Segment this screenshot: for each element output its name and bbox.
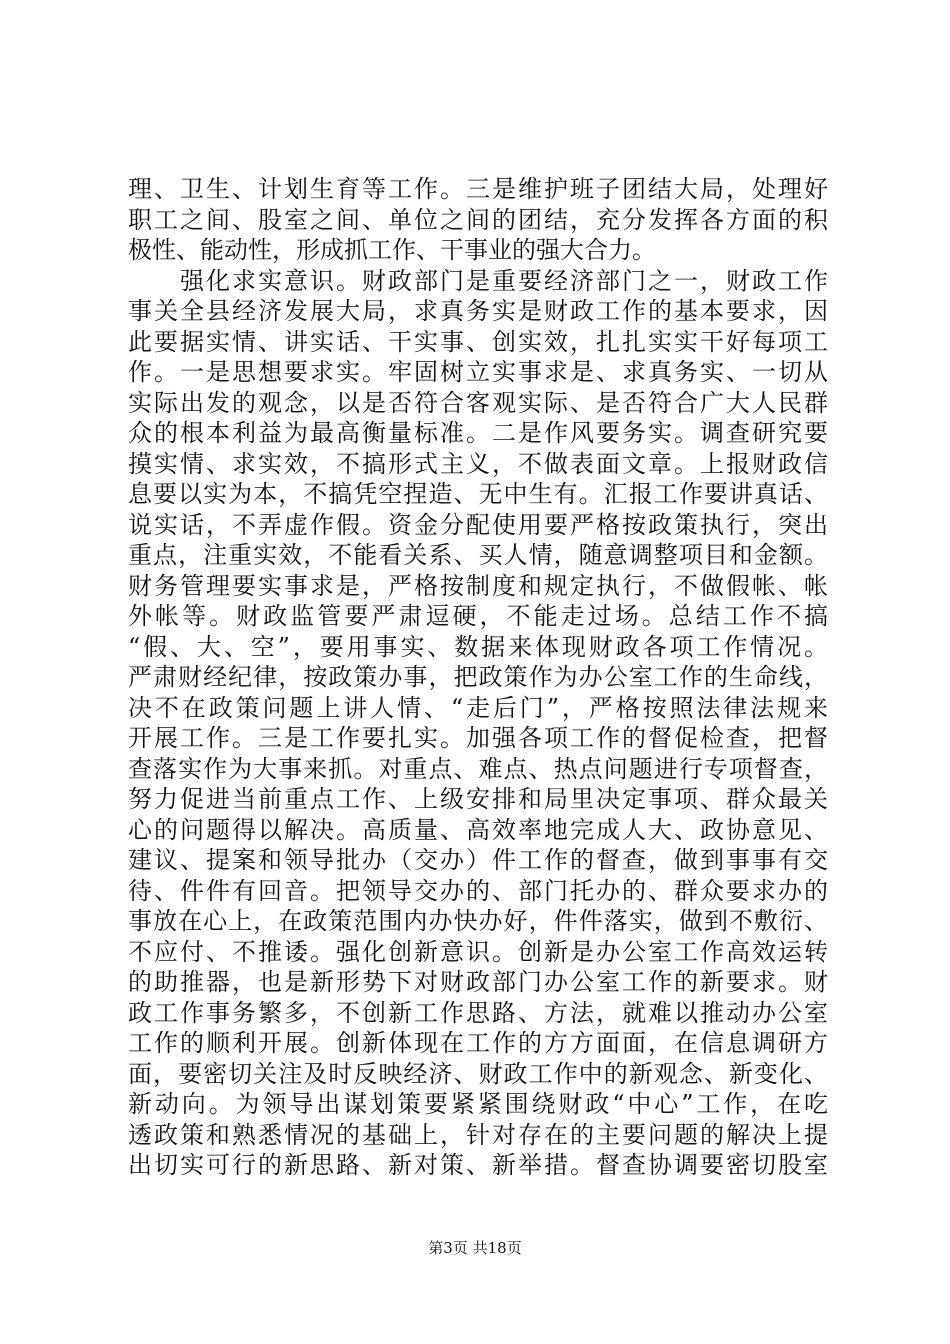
text-line: 外帐等。财政监管要严肃逗硬，不能走过场。总结工作不搞 xyxy=(128,602,828,630)
text-line: 建议、提案和领导批办（交办）件工作的督查，做到事事有交 xyxy=(128,846,828,874)
text-line: 重点，注重实效，不能看关系、买人情，随意调整项目和金额。 xyxy=(128,541,828,569)
text-line: 摸实情、求实效，不搞形式主义，不做表面文章。上报财政信 xyxy=(128,449,828,478)
text-line: 的助推器，也是新形势下对财政部门办公室工作的新要求。财 xyxy=(128,968,828,996)
text-line: 实际出发的观念，以是否符合客观实际、是否符合广大人民群 xyxy=(128,388,828,417)
text-line: 事放在心上，在政策范围内办快办好，件件落实，做到不敷衍、 xyxy=(128,907,828,935)
text-line: 出切实可行的新思路、新对策、新举措。督查协调要密切股室 xyxy=(128,1151,828,1179)
text-line: 严肃财经纪律，按政策办事，把政策作为办公室工作的生命线， xyxy=(128,663,828,691)
text-line: 查落实作为大事来抓。对重点、难点、热点问题进行专项督查， xyxy=(128,754,828,783)
text-line: 众的根本利益为最高衡量标准。二是作风要务实。调查研究要 xyxy=(128,419,828,447)
text-line: 息要以实为本，不搞凭空捏造、无中生有。汇报工作要讲真话、 xyxy=(128,480,828,508)
text-line: 工作的顺利开展。创新体现在工作的方方面面，在信息调研方 xyxy=(128,1029,828,1057)
paragraph-start-line: 强化求实意识。财政部门是重要经济部门之一，财政工作 xyxy=(180,266,828,295)
text-line: 理、卫生、计划生育等工作。三是维护班子团结大局，处理好 xyxy=(128,175,828,203)
text-line: 努力促进当前重点工作、上级安排和局里决定事项、群众最关 xyxy=(128,785,828,813)
text-line: “假、大、空”，要用事实、数据来体现财政各项工作情况。 xyxy=(128,632,828,661)
text-line: 职工之间、股室之间、单位之间的团结，充分发挥各方面的积 xyxy=(128,205,828,234)
text-line: 极性、能动性，形成抓工作、干事业的强大合力。 xyxy=(128,236,656,264)
text-line: 待、件件有回音。把领导交办的、部门托办的、群众要求办的 xyxy=(128,876,828,905)
text-line: 决不在政策问题上讲人情、“走后门”，严格按照法律法规来 xyxy=(128,693,828,722)
text-line: 透政策和熟悉情况的基础上，针对存在的主要问题的解决上提 xyxy=(128,1120,828,1149)
text-line: 说实话，不弄虚作假。资金分配使用要严格按政策执行，突出 xyxy=(128,510,828,539)
text-line: 作。一是思想要求实。牢固树立实事求是、求真务实、一切从 xyxy=(128,358,828,386)
text-line: 财务管理要实事求是，严格按制度和规定执行，不做假帐、帐 xyxy=(128,571,828,600)
text-line: 新动向。为领导出谋划策要紧紧围绕财政“中心”工作，在吃 xyxy=(128,1090,828,1118)
text-line: 心的问题得以解决。高质量、高效率地完成人大、政协意见、 xyxy=(128,815,828,844)
document-body xyxy=(128,174,828,1181)
page-number-footer: 第3页 共18页 xyxy=(428,1239,522,1257)
text-line: 政工作事务繁多，不创新工作思路、方法，就难以推动办公室 xyxy=(128,998,828,1027)
text-line: 事关全县经济发展大局，求真务实是财政工作的基本要求，因 xyxy=(128,297,828,325)
text-line: 不应付、不推诿。强化创新意识。创新是办公室工作高效运转 xyxy=(128,937,828,966)
text-line: 面，要密切关注及时反映经济、财政工作中的新观念、新变化、 xyxy=(128,1059,828,1088)
text-line: 此要据实情、讲实话、干实事、创实效，扎扎实实干好每项工 xyxy=(128,327,828,356)
text-line: 开展工作。三是工作要扎实。加强各项工作的督促检查，把督 xyxy=(128,724,828,752)
